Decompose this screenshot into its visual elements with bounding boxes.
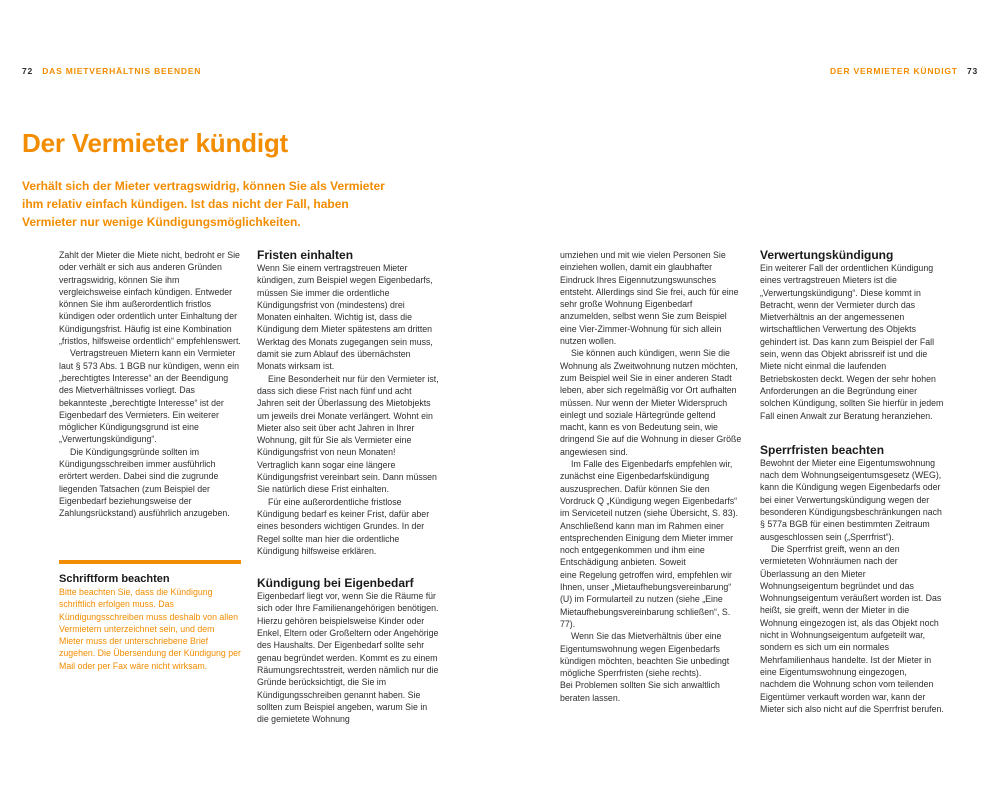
column-2 [257,249,439,725]
running-header-left [22,66,201,76]
body-paragraph: Für eine außerordentliche fristlose Kündigung bedarf es keiner Frist, dafür aber eines besonders wichtigen Grundes. In der Regel sollte man hier die ordentliche Kündigung hilfsweise erklären. [257,496,430,556]
section-title-left: DAS MIETVERHÄLTNIS BEENDEN [42,66,202,76]
body-paragraph: eine Regelung getroffen wird, empfehlen wir Ihnen, unser „Mietaufhebungsvereinbarung“ (U) im Formularteil zu nutzen (siehe „Eine Mietaufhebungsvereinbarung schließen“, S. 77). [560,569,732,629]
body-paragraph: Wenn Sie das Mietverhältnis über eine Eigentumswohnung wegen Eigenbedarfs kündigen möchten, beachten Sie unbedingt mögliche Sperrfristen (siehe rechts). [560,631,730,679]
page-number-right: 73 [966,66,978,76]
body-paragraph: Zahlt der Mieter die Miete nicht, bedroht er Sie oder verhält er sich aus anderen Gründen vertragswidrig, können Sie ihm vergleichsweise einfach kündigen. Entweder können Sie ihm außerordentlich fristlos kündigen oder ordentlich unter Einhaltung der Kündigungsfrist. Häufig ist eine Kombination „fristlos, hilfsweise ordentlich“ empfehlenswert. [59,250,241,347]
column-1 [59,249,241,520]
body-paragraph: Eigenbedarf liegt vor, wenn Sie die Räume für sich oder Ihre Familienangehörigen benötigen. Hierzu gehören beispielsweise Kinder oder Enkel, Eltern oder Großeltern oder Angehörige des Haushalts. Der Eigenbedarf sollte sehr genau begründet werden. Kommt es zu einem Räumungsrechtsstreit, werden nämlich nur die Gründe berücksichtigt, die Sie im Kündigungsschreiben genannt haben. Sie sollten zum Beispiel angeben, warum Sie in die gemietete Wohnung [257,591,439,725]
body-paragraph: Ein weiterer Fall der ordentlichen Kündigung eines vertragstreuen Mieters ist die „Verwertungskündigung“. Diese kommt in Betracht, wenn der Vermieter durch das Mietverhältnis an der angemessenen wirtschaftlichen Verwertung des Objekts gehindert ist. Das kann zum Beispiel der Fall sein, wenn das Objekt abrissreif ist und die Miete nicht einmal die laufenden Betriebskosten deckt. Wegen der sehr hohen Anforderungen an die Begründung einer solchen Kündigung, sollten Sie hierfür in jedem Fall einen Anwalt zur Beratung heranziehen. [760,263,944,421]
body-paragraph: Bewohnt der Mieter eine Eigentumswohnung nach dem Wohnungseigentumsgesetz (WEG), kann die Kündigung wegen Eigenbedarfs oder bei einer Verwertungskündigung wegen der besonderen Kündigungsbeschränkungen nach § 577a BGB für einen bestimmten Zeitraum ausgeschlossen sein („Sperrfrist“). [760,457,942,542]
section-heading: Sperrfristen beachten [760,442,885,457]
body-paragraph: Im Falle des Eigenbedarfs empfehlen wir, zunächst eine Eigenbedarfskündigung auszusprechen. Dafür können Sie den Vordruck Q „Kündigung wegen Eigenbedarfs“ im Serviceteil nutzen (siehe Übersicht, S. 83). Anschließend kann man im Rahmen einer entsprechenden Einigung dem Mieter immer noch entgegenkommen und ihm eine Entschädigung anbieten. Soweit [560,459,738,568]
page-number-left: 72 [22,66,34,76]
info-box-text: Bitte beachten Sie, dass die Kündigung schriftlich erfolgen muss. Das Kündigungsschreiben muss deshalb von allen Vermietern unterzeichnet sein, und dem Mieter muss der unterschriebene Brief zugehen. Die Übersendung der Kündigung per Mail oder per Fax wäre nicht wirksam. [59,587,241,671]
section-heading: Verwertungskündigung [760,248,894,262]
section-title-right: DER VERMIETER KÜNDIGT [829,66,958,76]
info-box [59,560,241,672]
running-header-right [830,66,978,76]
info-box-bar [59,560,241,564]
body-paragraph: Die Kündigungsgründe sollten im Kündigungsschreiben immer ausführlich erörtert werden. Dabei sind die zugrunde liegenden Tatsachen (zum Beispiel der Eigenbedarf beziehungsweise der Zahlungsrückstand) ausführlich anzugeben. [59,446,230,519]
body-paragraph: Wenn Sie einem vertragstreuen Mieter kündigen, zum Beispiel wegen Eigenbedarfs, müssen Sie immer die ordentliche Kündigungsfrist von (mindestens) drei Monaten einhalten. Wichtig ist, dass die Kündigung dem Mieter spätestens am dritten Werktag des Monats zugegangen sein muss, damit sie zum Ablauf des übernächsten Monats wirksam ist. [257,263,433,372]
column-4 [760,249,944,715]
body-paragraph: Sie können auch kündigen, wenn Sie die Wohnung als Zweitwohnung nutzen möchten, zum Beispiel weil Sie in einer anderen Stadt leben, aber sich regelmäßig vor Ort aufhalten müssen. Nur wenn der Mieter Widerspruch einlegt und soziale Härtegründe geltend macht, kann es von Bedeutung sein, wie dringend Sie auf die Wohnung in dieser Größe angewiesen sind. [560,348,742,457]
body-paragraph: Vertragstreuen Mietern kann ein Vermieter laut § 573 Abs. 1 BGB nur kündigen, wenn ein „berechtigtes Interesse“ an der Beendigung des Mietverhältnisses vorliegt. Das bekannteste „berechtigte Interesse“ ist der Eigenbedarf des Vermieters. Ein weiterer möglicher Kündigungsgrund ist eine „Verwertungskündigung“. [59,348,239,445]
lead-paragraph: Verhält sich der Mieter vertragswidrig, können Sie als Vermieter ihm relativ einfach kündigen. Ist das nicht der Fall, haben Vermieter nur wenige Kündigungsmöglichkeiten. [22,179,385,229]
page-title: Der Vermieter kündigt [22,128,288,158]
body-paragraph: Eine Besonderheit nur für den Vermieter ist, dass sich diese Frist nach fünf und acht Jahren seit der Überlassung des Mietobjekts um jeweils drei Monate verlängert. Wohnt ein Mieter also seit über acht Jahren in Ihrer Wohnung, gilt für Sie als Vermieter eine Kündigungsfrist von neun Monaten! Vertraglich kann sogar eine längere Kündigungsfrist vereinbart sein. Dann müssen Sie natürlich diese Frist einhalten. [257,373,439,495]
column-3 [560,249,742,704]
body-paragraph: Die Sperrfrist greift, wenn an den vermieteten Wohnräumen nach der Überlassung an den Mieter Wohnungseigentum begründet und das Wohnungseigentum veräußert worden ist. Das heißt, sie greift, wenn der Mieter in die Wohnung eingezogen ist, als das Objekt noch nicht in Wohnungseigentum aufgeteilt war, sondern es sich um ein normales Mehrfamilienhaus handelte. Ist der Mieter in eine Eigentumswohnung eingezogen, nachdem die Wohnung schon vom teilenden Eigentümer verkauft worden war, kann der Mieter sich also nicht auf die Sperrfrist berufen. [760,543,944,714]
section-heading: Kündigung bei Eigenbedarf [257,576,414,591]
body-paragraph: Bei Problemen sollten Sie sich anwaltlich beraten lassen. [560,680,720,703]
section-heading: Fristen einhalten [257,248,354,262]
body-paragraph: umziehen und mit wie vielen Personen Sie einziehen wollen, damit ein glaubhafter Eindruck Ihres Eigennutzungswunsches entsteht. Allerdings sind Sie frei, auch für eine sehr große Wohnung Eigenbedarf anzumelden, selbst wenn Sie zum Beispiel eine Vier-Zimmer-Wohnung für sich allein nutzen wollen. [560,250,739,347]
info-box-heading: Schriftform beachten [59,573,170,585]
